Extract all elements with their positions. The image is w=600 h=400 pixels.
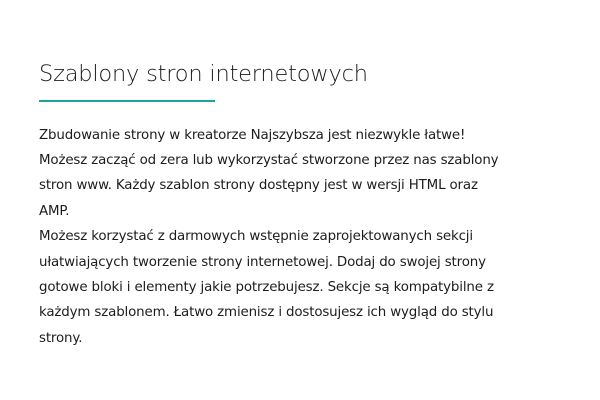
title-underline [39,100,215,102]
intro-paragraph: Zbudowanie strony w kreatorze Najszybsza jest niezwykle łatwe! Możesz zacząć od zera lub wykorzystać stworzone przez nas szablony stron www. Każdy szablon strony dostępny jest w wersji HTML oraz AMP. [39,127,499,219]
page-title: Szablony stron internetowych [39,61,368,87]
sections-paragraph: Możesz korzystać z darmowych wstępnie zaprojektowanych sekcji ułatwiających tworzenie strony internetowej. Dodaj do swojej strony gotowe bloki i elementy jakie potrzebujesz. Sekcje są kompatybilne z każdym szablonem. Łatwo zmienisz i dostosujesz ich wygląd do stylu strony. [39,229,494,346]
body-text [39,123,569,352]
